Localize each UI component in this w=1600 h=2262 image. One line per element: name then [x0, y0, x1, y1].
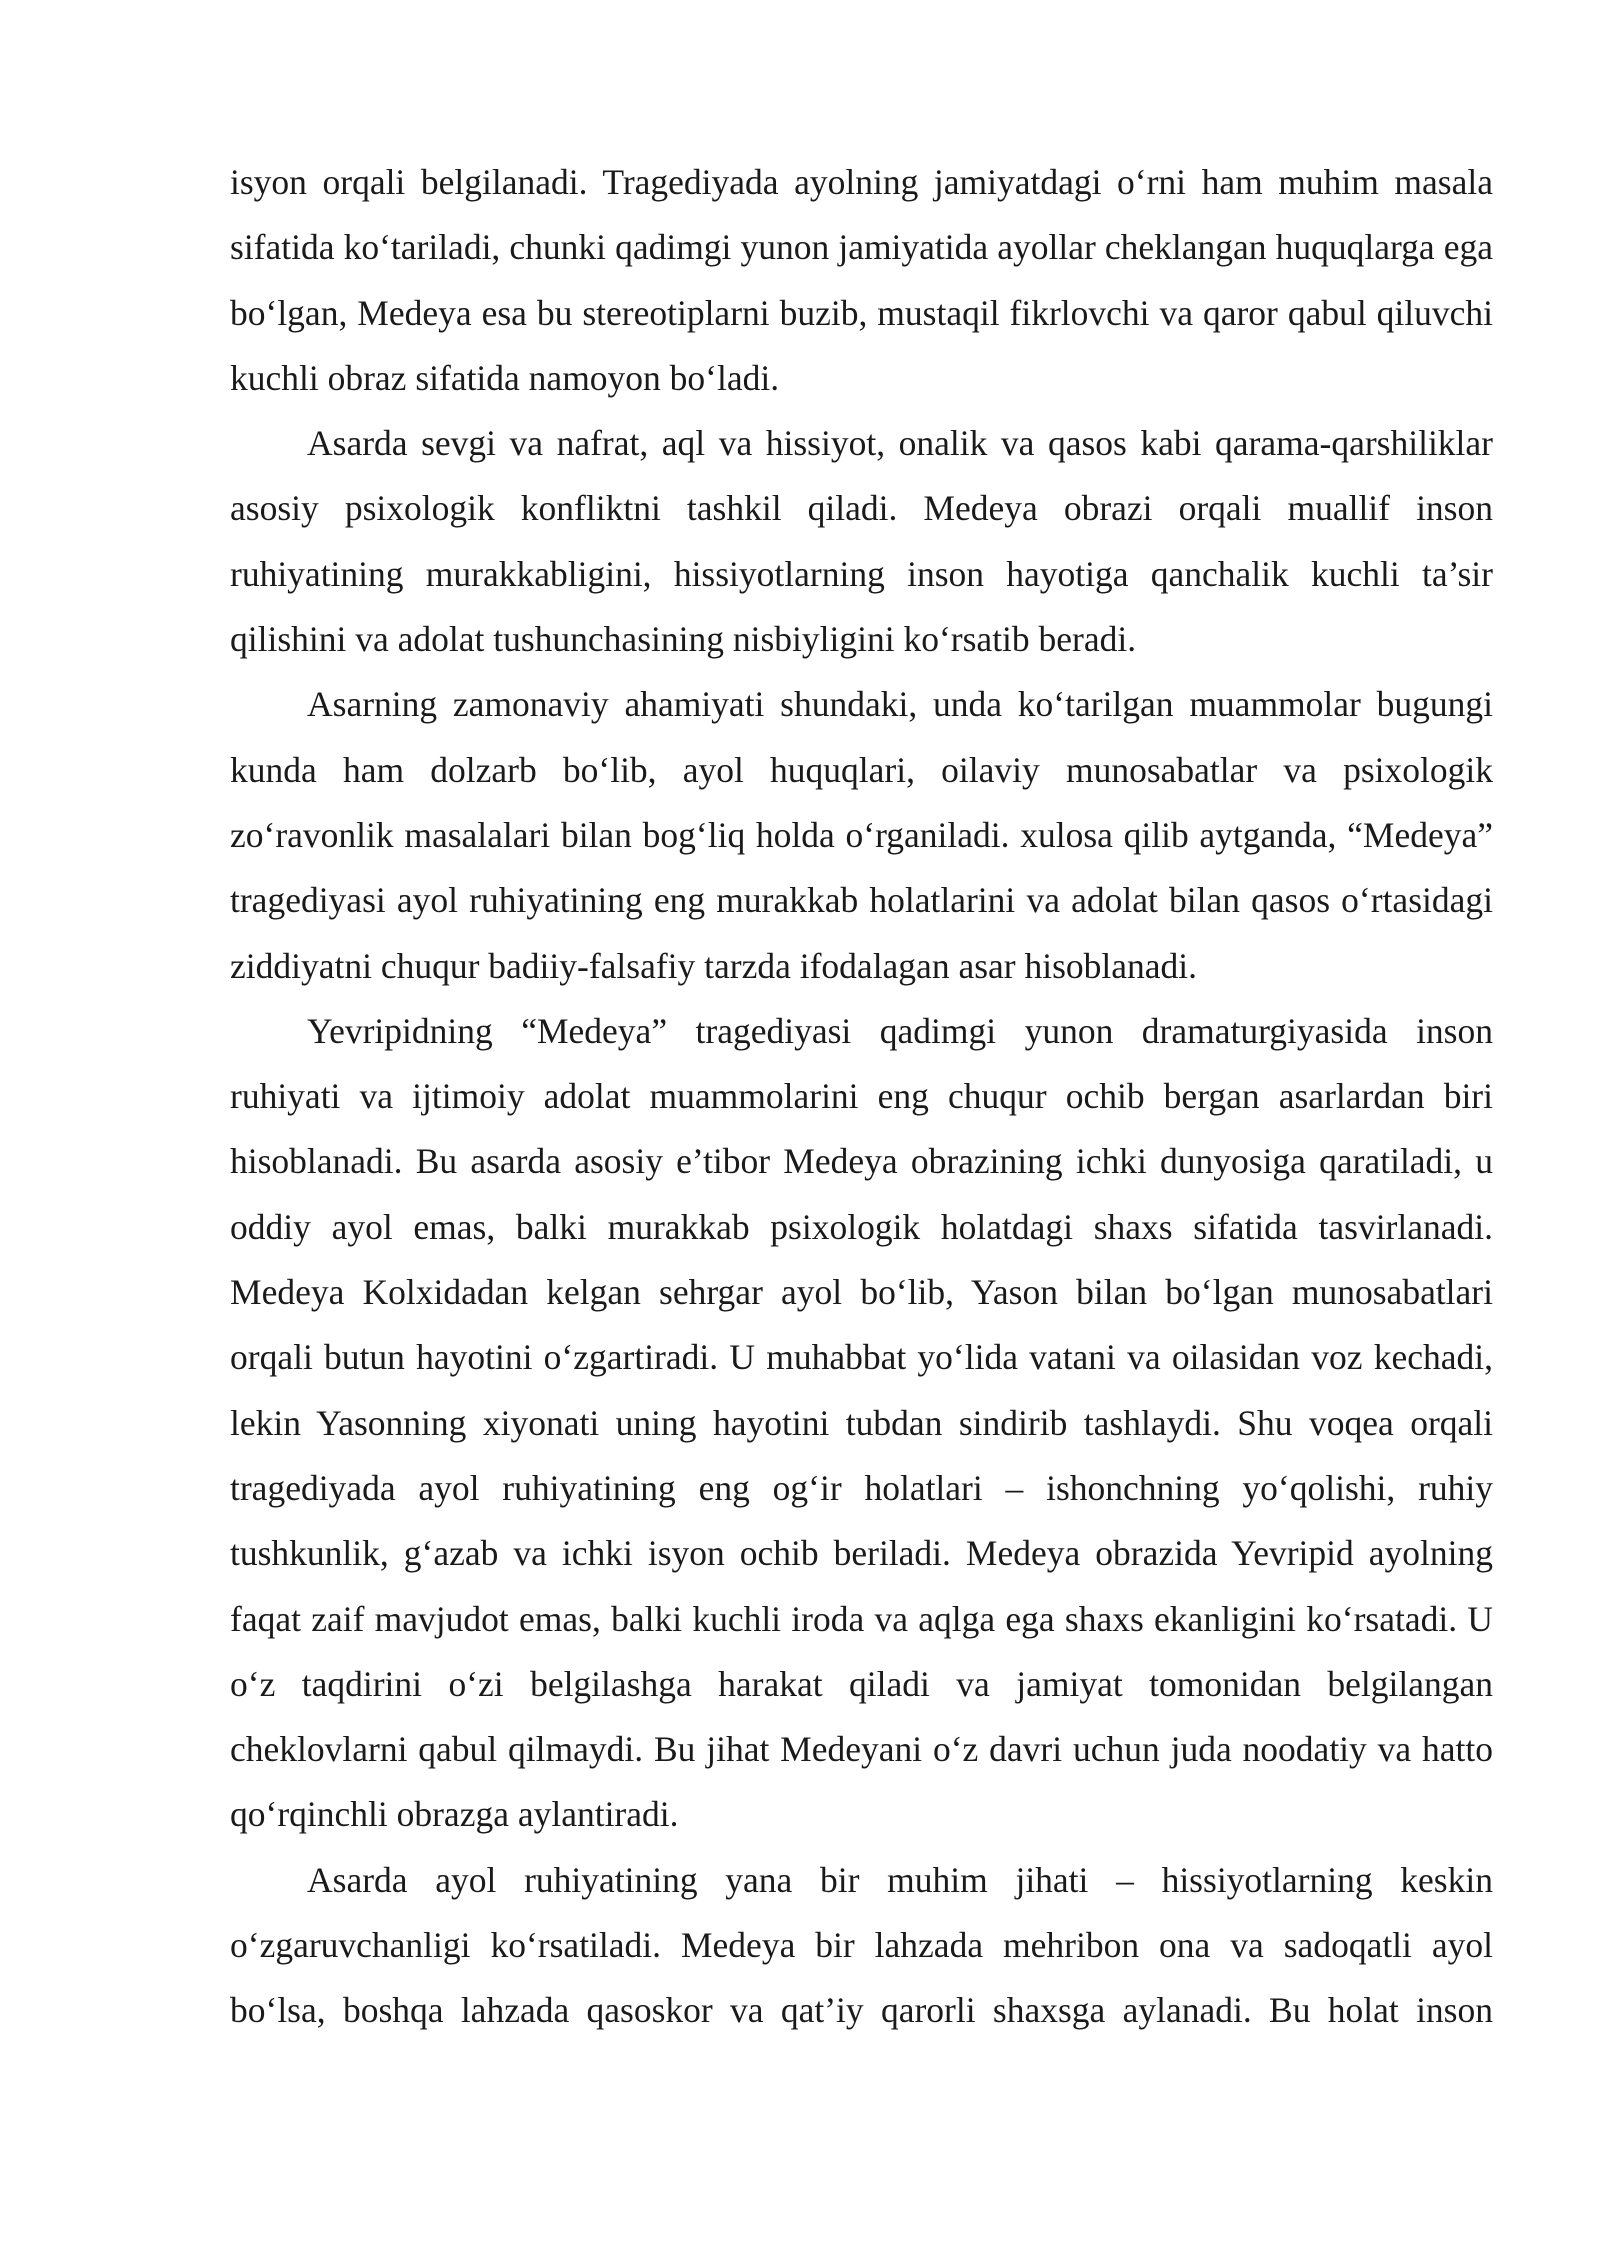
paragraph-5: Asarda ayol ruhiyatining yana bir muhim jihati – hissiyotlarning keskin o‘zgaruvchanligi ko‘rsatiladi. Medeya bir lahzada mehribon ona va sadoqatli ayol bo‘lsa, boshqa lahzada qasoskor va qat’iy qarorli shaxsga aylanadi. Bu holat inson	[230, 1859, 1493, 2031]
paragraph-4: Yevripidning “Medeya” tragediyasi qadimgi yunon dramaturgiyasida inson ruhiyati va ijtimoiy adolat muammolarini eng chuqur ochib bergan asarlardan biri hisoblanadi. Bu asarda asosiy e’tibor Medeya obrazining ichki dunyosiga qaratiladi, u oddiy ayol emas, balki murakkab psixologik holatdagi shaxs sifatida tasvirlanadi. Medeya Kolxidadan kelgan sehrgar ayol bo‘lib, Yason bilan bo‘lgan munosabatlari orqali butun hayotini o‘zgartiradi. U muhabbat yo‘lida vatani va oilasidan voz kechadi, lekin Yasonning xiyonati uning hayotini tubdan sindirib tashlaydi. Shu voqea orqali tragediyada ayol ruhiyatining eng og‘ir holatlari – ishonchning yo‘qolishi, ruhiy tushkunlik, g‘azab va ichki isyon ochib beriladi. Medeya obrazida Yevripid ayolning faqat zaif mavjudot emas, balki kuchli iroda va aqlga ega shaxs ekanligini ko‘rsatadi. U o‘z taqdirini o‘zi belgilashga harakat qiladi va jamiyat tomonidan belgilangan cheklovlarni qabul qilmaydi. Bu jihat Medeyani o‘z davri uchun juda noodatiy va hatto qo‘rqinchli obrazga aylantiradi.	[230, 1010, 1493, 1835]
paragraph-2: Asarda sevgi va nafrat, aql va hissiyot, onalik va qasos kabi qarama-qarshiliklar asosiy psixologik konfliktni tashkil qiladi. Medeya obrazi orqali muallif inson ruhiyatining murakkabligini, hissiyotlarning inson hayotiga qanchalik kuchli ta’sir qilishini va adolat tushunchasining nisbiyligini ko‘rsatib beradi.	[230, 423, 1493, 660]
paragraph-3: Asarning zamonaviy ahamiyati shundaki, unda ko‘tarilgan muammolar bugungi kunda ham dolzarb bo‘lib, ayol huquqlari, oilaviy munosabatlar va psixologik zo‘ravonlik masalalari bilan bog‘liq holda o‘rganiladi. xulosa qilib aytganda, “Medeya” tragediyasi ayol ruhiyatining eng murakkab holatlarini va adolat bilan qasos o‘rtasidagi ziddiyatni chuqur badiiy-falsafiy tarzda ifodalagan asar hisoblanadi.	[230, 684, 1493, 986]
paragraph-1: isyon orqali belgilanadi. Tragediyada ayolning jamiyatdagi o‘rni ham muhim masala sifatida ko‘tariladi, chunki qadimgi yunon jamiyatida ayollar cheklangan huquqlarga ega bo‘lgan, Medeya esa bu stereotiplarni buzib, mustaqil fikrlovchi va qaror qabul qiluvchi kuchli obraz sifatida namoyon bo‘ladi.	[230, 162, 1493, 398]
body-text	[230, 150, 1493, 2044]
